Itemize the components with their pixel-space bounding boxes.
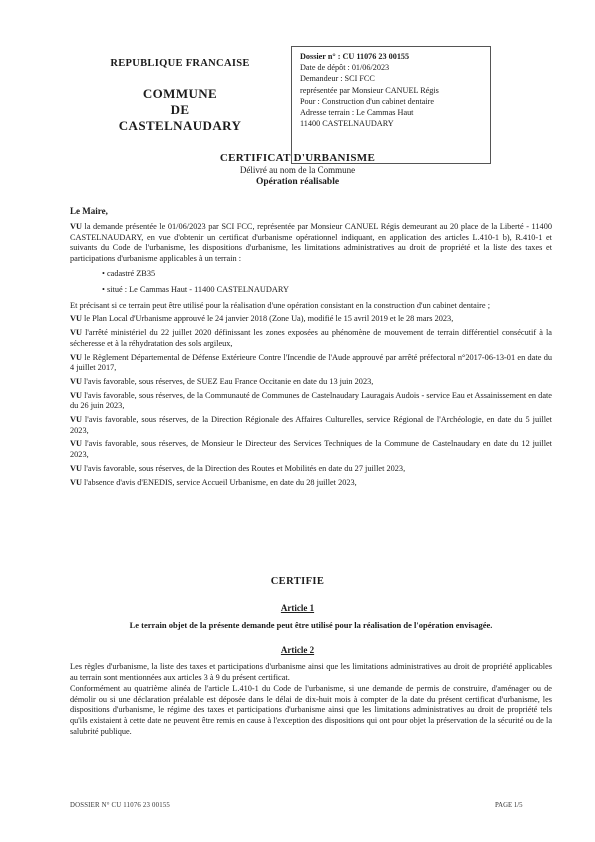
certificate-heading — [0, 152, 595, 188]
certifie-heading: CERTIFIE — [270, 576, 325, 587]
dossier-represente: représentée par Monsieur CANUEL Régis — [300, 85, 439, 95]
article-2-title: Article 2 — [280, 645, 315, 655]
bullet-cadastre: • cadastré ZB35 — [102, 269, 156, 279]
commune-line: COMMUNE — [142, 86, 218, 101]
dossier-adresse: Adresse terrain : Le Cammas Haut — [300, 108, 414, 118]
considerations-block — [70, 222, 552, 491]
certificate-operation: Opération réalisable — [255, 177, 340, 187]
vu-item: VU l'avis favorable, sous réserves, de la Communauté de Communes de Castelnaudary Lauragais Audois - service Eau et Assainissement en date du 26 juin 2023, — [70, 390, 552, 411]
vu-item: VU le Plan Local d'Urbanisme approuvé le 24 janvier 2018 (Zone Ua), modifié le 15 avril 2019 et le 28 mars 2023, — [70, 314, 454, 324]
dossier-date-depot: Date de dépôt : 01/06/2023 — [300, 63, 390, 73]
article-1-title: Article 1 — [280, 603, 315, 613]
commune-line: CASTELNAUDARY — [118, 118, 242, 133]
article-1-text: Le terrain objet de la présente demande peut être utilisé pour la réalisation de l'opération envisagée. — [129, 620, 493, 630]
maire-heading: Le Maire, — [70, 206, 108, 216]
footer-dossier: DOSSIER N° CU 11076 23 00155 — [70, 802, 171, 809]
vu-item: VU l'absence d'avis d'ENEDIS, service Accueil Urbanisme, en date du 28 juillet 2023, — [70, 477, 357, 487]
dossier-pour: Pour : Construction d'un cabinet dentaire — [300, 96, 435, 106]
commune-line: DE — [170, 102, 190, 117]
precisant-paragraph: Et précisant si ce terrain peut être utilisé pour la réalisation d'une opération consistant en la construction d'un cabinet dentaire ; — [70, 300, 490, 310]
article-2-paragraph: Conformément au quatrième alinéa de l'article L.410-1 du Code de l'urbanisme, si une demande de permis de construire, d'aménager ou de démolir ou si une déclaration préalable est déposée dans le délai de dix-huit mois à compter de la date du présent certificat d'urbanisme, les dispositions d'urbanisme, le régime des taxes et participations d'urbanisme ainsi que les limitations administratives au droit de propriété tels qu'ils existaient à cette date ne peuvent être remis en cause à l'exception des dispositions qui ont pour objet la préservation de la sécurité ou de la salubrité publique. — [70, 684, 552, 736]
vu-item: VU l'avis favorable, sous réserves, de la Direction des Routes et Mobilités en date du 27 juillet 2023, — [70, 463, 406, 473]
vu-item: VU l'avis favorable, sous réserves, de la Direction Régionale des Affaires Culturelles, service Régional de l'Archéologie, en date du 5 juillet 2023, — [70, 415, 552, 435]
certificate-title: CERTIFICAT D'URBANISME — [219, 152, 376, 164]
certificate-subtitle: Délivré au nom de la Commune — [239, 165, 356, 175]
vu-item: VU l'avis favorable, sous réserves, de SUEZ Eau France Occitanie en date du 13 juin 2023, — [70, 376, 374, 386]
vu-item: VU l'avis favorable, sous réserves, de Monsieur le Directeur des Services Techniques de la Commune de Castelnaudary en date du 12 juillet 2023, — [70, 439, 552, 459]
intro-paragraph: VU la demande présentée le 01/06/2023 par SCI FCC, représentée par Monsieur CANUEL Régis demeurant au 20 place de la Liberté - 11400 CASTELNAUDARY, en vue d'obtenir un certificat d'urbanisme opérationnel indiquant, en application des articles L.410-1 b), R.410-1 et suivants du Code de l'urbanisme, les dispositions d'urbanisme, les limitations administratives au droit de propriété et la liste des taxes et participations d'urbanisme applicables à un terrain : — [70, 222, 552, 263]
dossier-ville: 11400 CASTELNAUDARY — [300, 119, 394, 129]
article-2-block — [70, 662, 552, 738]
republic-header: REPUBLIQUE FRANCAISE — [110, 58, 250, 69]
commune-header — [90, 86, 270, 134]
dossier-number: Dossier n° : CU 11076 23 00155 — [300, 52, 410, 61]
dossier-info-box — [291, 46, 491, 164]
footer-page-number: PAGE 1/5 — [495, 802, 523, 809]
bullet-situe: • situé : Le Cammas Haut - 11400 CASTELNAUDARY — [102, 284, 289, 294]
dossier-demandeur: Demandeur : SCI FCC — [300, 74, 375, 84]
vu-item: VU le Règlement Départemental de Défense Extérieure Contre l'Incendie de l'Aude approuvé par arrêté préfectoral n°2017-06-13-01 en date du 4 juillet 2017, — [70, 352, 552, 373]
vu-item: VU l'arrêté ministériel du 22 juillet 2020 définissant les zones exposées au phénomène de mouvement de terrain différentiel consécutif à la sécheresse et à la réhydratation des sols argileux, — [70, 328, 552, 348]
article-2-paragraph: Les règles d'urbanisme, la liste des taxes et participations d'urbanisme ainsi que les limitations administratives au droit de propriété applicables au terrain sont mentionnées aux articles 3 à 9 du présent certificat. — [70, 662, 552, 682]
